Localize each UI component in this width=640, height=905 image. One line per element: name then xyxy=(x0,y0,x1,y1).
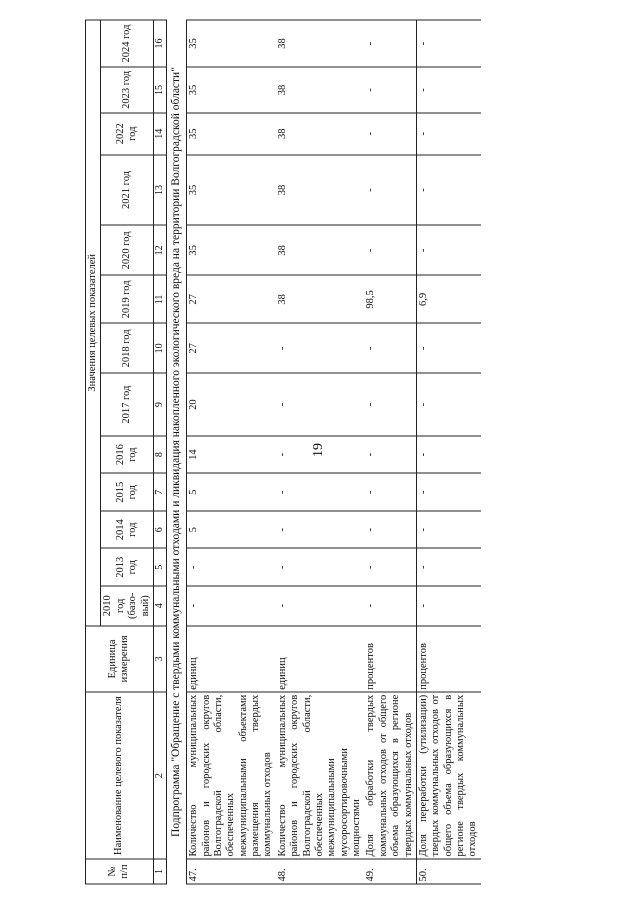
header-year: 2023 год xyxy=(101,67,154,113)
header-year: 2016 год xyxy=(101,436,154,474)
page-number: 19 xyxy=(311,443,326,457)
row-value: 5 xyxy=(187,473,276,511)
table-body xyxy=(153,20,480,884)
header-name: Наименование целевого показателя xyxy=(86,692,154,859)
header-year: 2010 год (базо-вый) xyxy=(101,586,154,626)
column-number: 16 xyxy=(153,20,166,67)
row-value: - xyxy=(364,323,416,373)
row-value: 38 xyxy=(276,275,365,323)
table-row xyxy=(416,20,480,884)
row-value: - xyxy=(416,155,480,226)
header-year: 2020 год xyxy=(101,225,154,275)
row-unit: единиц xyxy=(276,626,365,693)
table-row xyxy=(276,20,365,884)
row-value: 38 xyxy=(276,225,365,275)
column-number: 3 xyxy=(153,626,166,693)
column-number: 12 xyxy=(153,225,166,275)
row-value: 35 xyxy=(187,20,276,67)
column-number: 11 xyxy=(153,275,166,323)
row-value: - xyxy=(416,473,480,511)
row-value: - xyxy=(364,225,416,275)
row-indicator-name: Количество муниципальных районов и городских округов Волгоградской области, обеспеченных межмуниципальными объектами размещения твердых коммунальных отходов xyxy=(187,692,276,859)
subprogram-row xyxy=(166,20,187,884)
column-number: 6 xyxy=(153,511,166,549)
row-value: - xyxy=(416,323,480,373)
target-indicators-table xyxy=(85,20,481,885)
row-value: 27 xyxy=(187,275,276,323)
row-value: - xyxy=(276,511,365,549)
row-number: 47. xyxy=(187,859,276,884)
header-year: 2024 год xyxy=(101,20,154,67)
row-number: 49. xyxy=(364,859,416,884)
row-value: 6,9 xyxy=(416,275,480,323)
row-number: 48. xyxy=(276,859,365,884)
row-value: - xyxy=(276,436,365,474)
row-value: 5 xyxy=(187,511,276,549)
header-year: 2017 год xyxy=(101,373,154,436)
row-value: 14 xyxy=(187,436,276,474)
row-value: - xyxy=(416,67,480,113)
column-number: 9 xyxy=(153,373,166,436)
header-row-top xyxy=(86,20,101,884)
column-number: 4 xyxy=(153,586,166,626)
row-value: - xyxy=(416,20,480,67)
row-value: 38 xyxy=(276,20,365,67)
row-value: - xyxy=(276,548,365,586)
column-number: 5 xyxy=(153,548,166,586)
row-value: - xyxy=(364,473,416,511)
row-value: 38 xyxy=(276,155,365,226)
row-indicator-name: Количество муниципальных районов и городских округов Волгоградской области, обеспеченных межмуниципальными мусоросортировочными мощностями xyxy=(276,692,365,859)
row-value: 35 xyxy=(187,155,276,226)
row-value: - xyxy=(364,548,416,586)
subprogram-title: Подпрограмма "Обращение с твердыми коммунальными отходами и ликвидация накопленного экологического вреда на территории Волгоградской области" xyxy=(166,20,187,884)
rotated-table-sheet xyxy=(85,20,555,885)
row-value: 38 xyxy=(276,113,365,155)
row-value: - xyxy=(364,436,416,474)
row-value: - xyxy=(416,113,480,155)
row-value: 35 xyxy=(187,67,276,113)
row-value: - xyxy=(187,548,276,586)
row-value: - xyxy=(276,473,365,511)
row-unit: единиц xyxy=(187,626,276,693)
column-number: 8 xyxy=(153,436,166,474)
column-number: 2 xyxy=(153,692,166,859)
row-value: - xyxy=(416,225,480,275)
row-indicator-name: Доля переработки (утилизации) твердых коммунальных отходов от общего объема образующихся в регионе твердых коммунальных отходов xyxy=(416,692,480,859)
column-number: 13 xyxy=(153,155,166,226)
row-value: - xyxy=(364,373,416,436)
row-value: - xyxy=(416,586,480,626)
row-value: 20 xyxy=(187,373,276,436)
header-unit: Единица измерения xyxy=(86,626,154,693)
row-value: - xyxy=(364,155,416,226)
row-value: 38 xyxy=(276,67,365,113)
row-value: 35 xyxy=(187,113,276,155)
row-value: - xyxy=(276,586,365,626)
row-value: - xyxy=(416,373,480,436)
header-year: 2018 год xyxy=(101,323,154,373)
row-value: - xyxy=(364,20,416,67)
header-values-group: Значения целевых показателей xyxy=(86,20,101,626)
row-value: - xyxy=(276,323,365,373)
row-unit: процентов xyxy=(364,626,416,693)
header-year: 2022 год xyxy=(101,113,154,155)
header-year: 2021 год xyxy=(101,155,154,226)
column-number: 15 xyxy=(153,67,166,113)
row-value: - xyxy=(187,586,276,626)
row-value: - xyxy=(364,586,416,626)
row-value: - xyxy=(416,548,480,586)
column-number: 14 xyxy=(153,113,166,155)
row-value: - xyxy=(364,113,416,155)
row-value: 27 xyxy=(187,323,276,373)
column-number: 7 xyxy=(153,473,166,511)
row-value: - xyxy=(416,511,480,549)
header-year: 2014 год xyxy=(101,511,154,549)
table-row xyxy=(364,20,416,884)
column-number: 10 xyxy=(153,323,166,373)
header-year: 2013 год xyxy=(101,548,154,586)
header-year: 2019 год xyxy=(101,275,154,323)
header-num: № п/п xyxy=(86,859,154,884)
row-value: - xyxy=(364,511,416,549)
row-unit: процентов xyxy=(416,626,480,693)
column-numbers-row xyxy=(153,20,166,884)
header-year: 2015 год xyxy=(101,473,154,511)
column-number: 1 xyxy=(153,859,166,884)
row-value: - xyxy=(364,67,416,113)
row-number: 50. xyxy=(416,859,480,884)
row-value: - xyxy=(276,373,365,436)
row-indicator-name: Доля обработки твердых коммунальных отходов от общего объема образующихся в регионе твердых коммунальных отходов xyxy=(364,692,416,859)
row-value: 98,5 xyxy=(364,275,416,323)
table-row xyxy=(187,20,276,884)
row-value: - xyxy=(416,436,480,474)
row-value: 35 xyxy=(187,225,276,275)
